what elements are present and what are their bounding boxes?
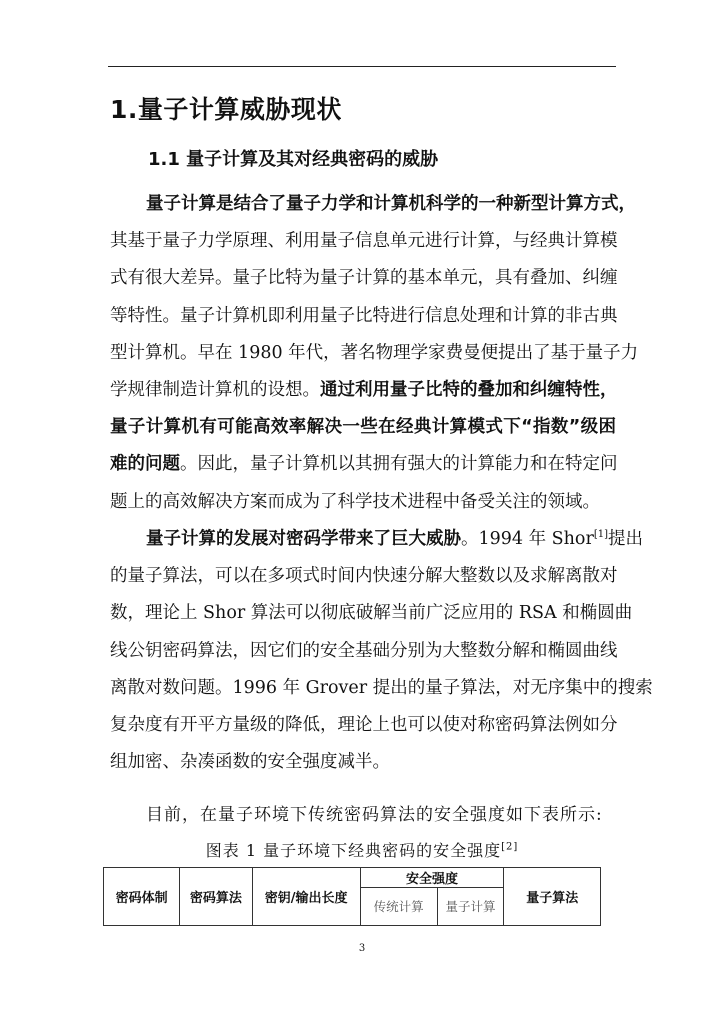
section-heading: 1.量子计算威胁现状 <box>110 95 342 124</box>
table-caption <box>0 838 724 861</box>
text: 提出 <box>608 529 643 549</box>
text-line <box>110 521 643 558</box>
bold-text: 通过利用量子比特的叠加和纠缠特性， <box>320 379 618 400</box>
header-classical: 传统计算 <box>360 888 437 926</box>
text: 等特性。量子计算机即利用量子比特进行信息处理和计算的非古典 <box>110 305 618 326</box>
text-line <box>110 595 633 632</box>
text: 线公钥密码算法，因它们的安全基础分别为大整数分解和椭圆曲线 <box>110 640 618 661</box>
text: 型计算机。早在 1980 年代，著名物理学家费曼便提出了基于量子力 <box>110 342 639 363</box>
bold-text: 难的问题 <box>110 454 180 475</box>
text-line <box>110 335 639 372</box>
subsection-heading: 1.1 量子计算及其对经典密码的威胁 <box>148 149 439 170</box>
header-rule <box>108 66 616 67</box>
caption-text: 图表 1 量子环境下经典密码的安全强度 <box>205 841 502 860</box>
paragraph-quantum-computing <box>110 186 639 521</box>
bold-text: 量子计算的发展对密码学带来了巨大威胁 <box>146 529 461 549</box>
text: 式有很大差异。量子比特为量子计算的基本单元，具有叠加、纠缠 <box>110 268 618 289</box>
text: 组加密、杂凑函数的安全强度减半。 <box>110 752 390 773</box>
header-quantum-algorithm: 量子算法 <box>504 868 601 926</box>
text: 复杂度有开平方量级的降低，理论上也可以使对称密码算法例如分 <box>110 714 618 735</box>
bold-text: 量子计算是结合了量子力学和计算机科学的一种新型计算方式， <box>146 194 636 214</box>
text-line <box>110 223 616 260</box>
text-line <box>110 744 616 781</box>
security-strength-table <box>103 867 601 926</box>
text-line <box>110 633 616 670</box>
header-key-length: 密钥/输出长度 <box>252 868 360 926</box>
text-line <box>110 186 636 223</box>
text-line <box>110 409 616 446</box>
text-line <box>110 707 616 744</box>
header-quantum: 量子计算 <box>437 888 504 926</box>
text: 离散对数问题。1996 年 Grover 提出的量子算法，对无序集中的搜索 <box>110 677 653 698</box>
text: 的量子算法，可以在多项式时间内快速分解大整数以及求解离散对 <box>110 566 618 587</box>
text-line <box>110 484 616 521</box>
header-scheme: 密码体制 <box>104 868 180 926</box>
text-line <box>110 446 616 483</box>
caption-ref: [2] <box>501 841 519 853</box>
text: 数，理论上 Shor 算法可以彻底破解当前广泛应用的 RSA 和椭圆曲 <box>110 603 633 624</box>
text-line <box>110 298 616 335</box>
text-line <box>110 670 653 707</box>
header-algorithm: 密码算法 <box>180 868 252 926</box>
header-security: 安全强度 <box>360 868 504 888</box>
table-intro-text: 目前，在量子环境下传统密码算法的安全强度如下表所示: <box>146 805 603 825</box>
text-line <box>110 558 616 595</box>
text: 其基于量子力学原理、利用量子信息单元进行计算，与经典计算模 <box>110 231 618 252</box>
bold-text: 量子计算机有可能高效率解决一些在经典计算模式下“指数”级困 <box>110 417 616 438</box>
page-number: 3 <box>358 943 366 954</box>
text: 题上的高效解决方案而成为了科学技术进程中备受关注的领域。 <box>110 491 600 512</box>
text: 。1994 年 Shor <box>461 529 594 549</box>
paragraph-quantum-threat <box>110 521 653 781</box>
text: 学规律制造计算机的设想。 <box>110 379 320 400</box>
text-line <box>110 372 616 409</box>
text-line <box>110 260 616 297</box>
citation-ref: [1] <box>593 529 608 541</box>
text: 。因此，量子计算机以其拥有强大的计算能力和在特定问 <box>180 454 618 475</box>
